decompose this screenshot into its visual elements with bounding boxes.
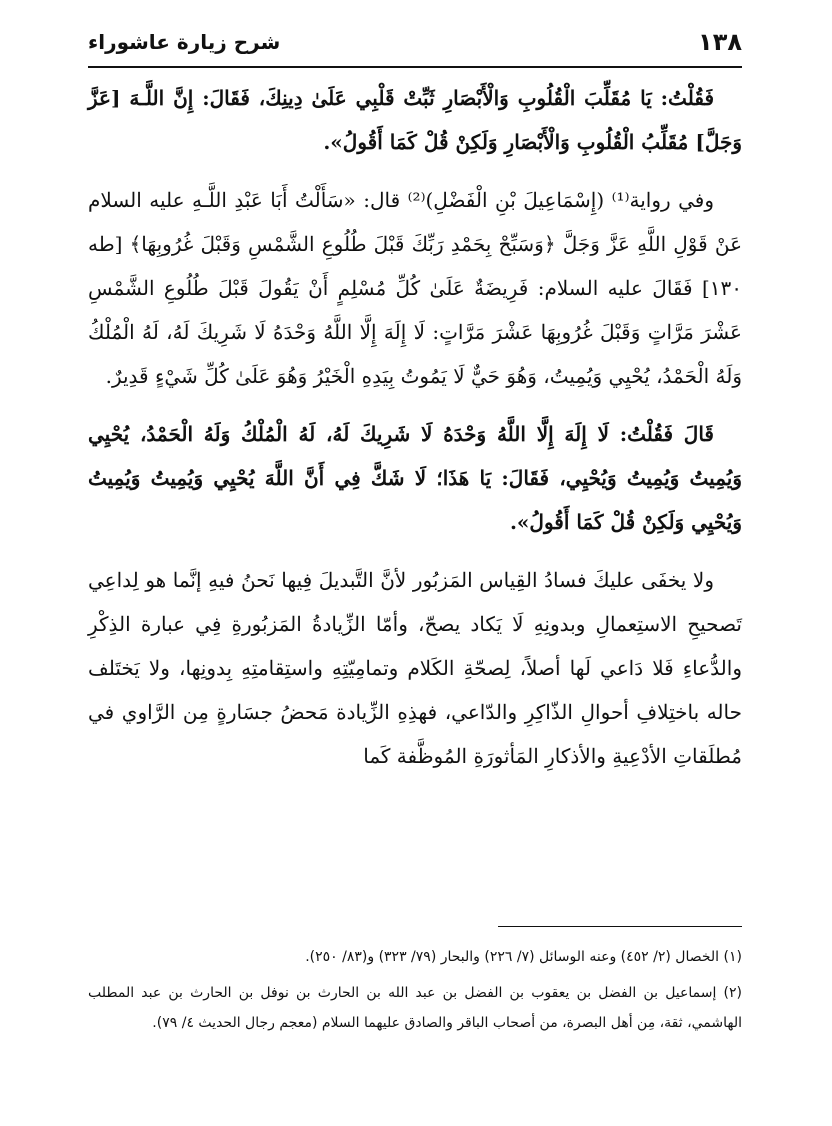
page-number: ١٣٨ xyxy=(698,28,742,56)
footnote-2: (٢) إسماعيل بن الفضل بن يعقوب بن الفضل بن عبد الله بن الحارث بن نوفل بن الحارث بن عبد المطلب الهاشمي، ثقة، مِن أهل البصرة، من أصحاب الباقر والصادق عليهما السلام (معجم رجال الحديث ٤/ ٧٩). xyxy=(88,985,742,1031)
footnote-divider xyxy=(498,926,742,927)
footnotes xyxy=(88,942,742,1044)
paragraph-dialogue: فَقُلْتُ: يَا مُقَلِّبَ الْقُلُوبِ وَالْأَبْصَارِ ثَبِّتْ قَلْبِي عَلَىٰ دِينِكَ، فَقَالَ: إِنَّ اللَّـهَ [عَزَّ وَجَلَّ] مُقَلِّبُ الْقُلُوبِ وَالْأَبْصَارِ وَلَكِنْ قُلْ كَمَا أَقُولُ». xyxy=(88,86,742,154)
page-header xyxy=(88,26,742,60)
running-title: شرح زيارة عاشوراء xyxy=(88,30,281,54)
footnote-1: (١) الخصال (٢/ ٤٥٢) وعنه الوسائل (٧/ ٢٢٦) والبحار (٧٩/ ٣٢٣) و(٨٣/ ٢٥٠). xyxy=(305,949,742,965)
main-text xyxy=(88,76,742,792)
paragraph-dialogue-continued: قَالَ فَقُلْتُ: لَا إِلَهَ إِلَّا اللَّهُ وَحْدَهُ لَا شَرِيكَ لَهُ، لَهُ الْمُلْكُ وَلَهُ الْحَمْدُ، يُحْيِي وَيُمِيتُ وَيُمِيتُ وَيُحْيِي، فَقَالَ: يَا هَذَا؛ لَا شَكَّ فِي أَنَّ اللَّهَ يُحْيِي وَيُمِيتُ وَيُمِيتُ وَيُحْيِي وَلَكِنْ قُلْ كَمَا أَقُولُ». xyxy=(88,422,742,534)
paragraph-commentary: ولا يخفَى عليكَ فسادُ القِياس المَزبُور لأنَّ التَّبديلَ فِيها نَحنُ فيهِ إنَّما هو لِداعِي تَصحيحِ الاستِعمالِ وبدونِهِ لَا يَكاد يصحّ، وأمّا الزِّيادةُ المَزبُورةِ فِي عبارة الذِكْرِ والدُّعاءِ فَلا دَاعي لَها أصلاً، لِصحّةِ الكَلام وتمامِيّتِهِ واستِقامتِهِ بِدونِها، ولا يَختَلف حاله باختِلافِ أحوالِ الذّاكِرِ والدّاعي، فهذِهِ الزِّيادة مَحضُ جسَارةٍ مِن الرَّاوي في مُطلَقاتِ الأدْعِيةِ والأذكارِ المَأثورَةِ المُوظَّفة كَما xyxy=(88,568,742,768)
header-divider xyxy=(88,66,742,68)
paragraph-narration: وفي رواية⁽¹⁾ (إِسْمَاعِيلَ بْنِ الْفَضْلِ)⁽²⁾ قال: «سَأَلْتُ أَبَا عَبْدِ اللَّـهِ عليه السلام عَنْ قَوْلِ اللَّهِ عَزَّ وَجَلَّ ﴿وَسَبِّحْ بِحَمْدِ رَبِّكَ قَبْلَ طُلُوعِ الشَّمْسِ وَقَبْلَ غُرُوبِهَا﴾ [طه ١٣٠] فَقَالَ عليه السلام: فَرِيضَةٌ عَلَىٰ كُلِّ مُسْلِمٍ أَنْ يَقُولَ قَبْلَ طُلُوعِ الشَّمْسِ عَشْرَ مَرَّاتٍ وَقَبْلَ غُرُوبِهَا عَشْرَ مَرَّاتٍ: لَا إِلَهَ إِلَّا اللَّهُ وَحْدَهُ لَا شَرِيكَ لَهُ، لَهُ الْمُلْكُ وَلَهُ الْحَمْدُ، يُحْيِي وَيُمِيتُ، وَهُوَ حَيٌّ لَا يَمُوتُ بِيَدِهِ الْخَيْرُ وَهُوَ عَلَىٰ كُلِّ شَيْءٍ قَدِيرٌ. xyxy=(88,188,742,388)
